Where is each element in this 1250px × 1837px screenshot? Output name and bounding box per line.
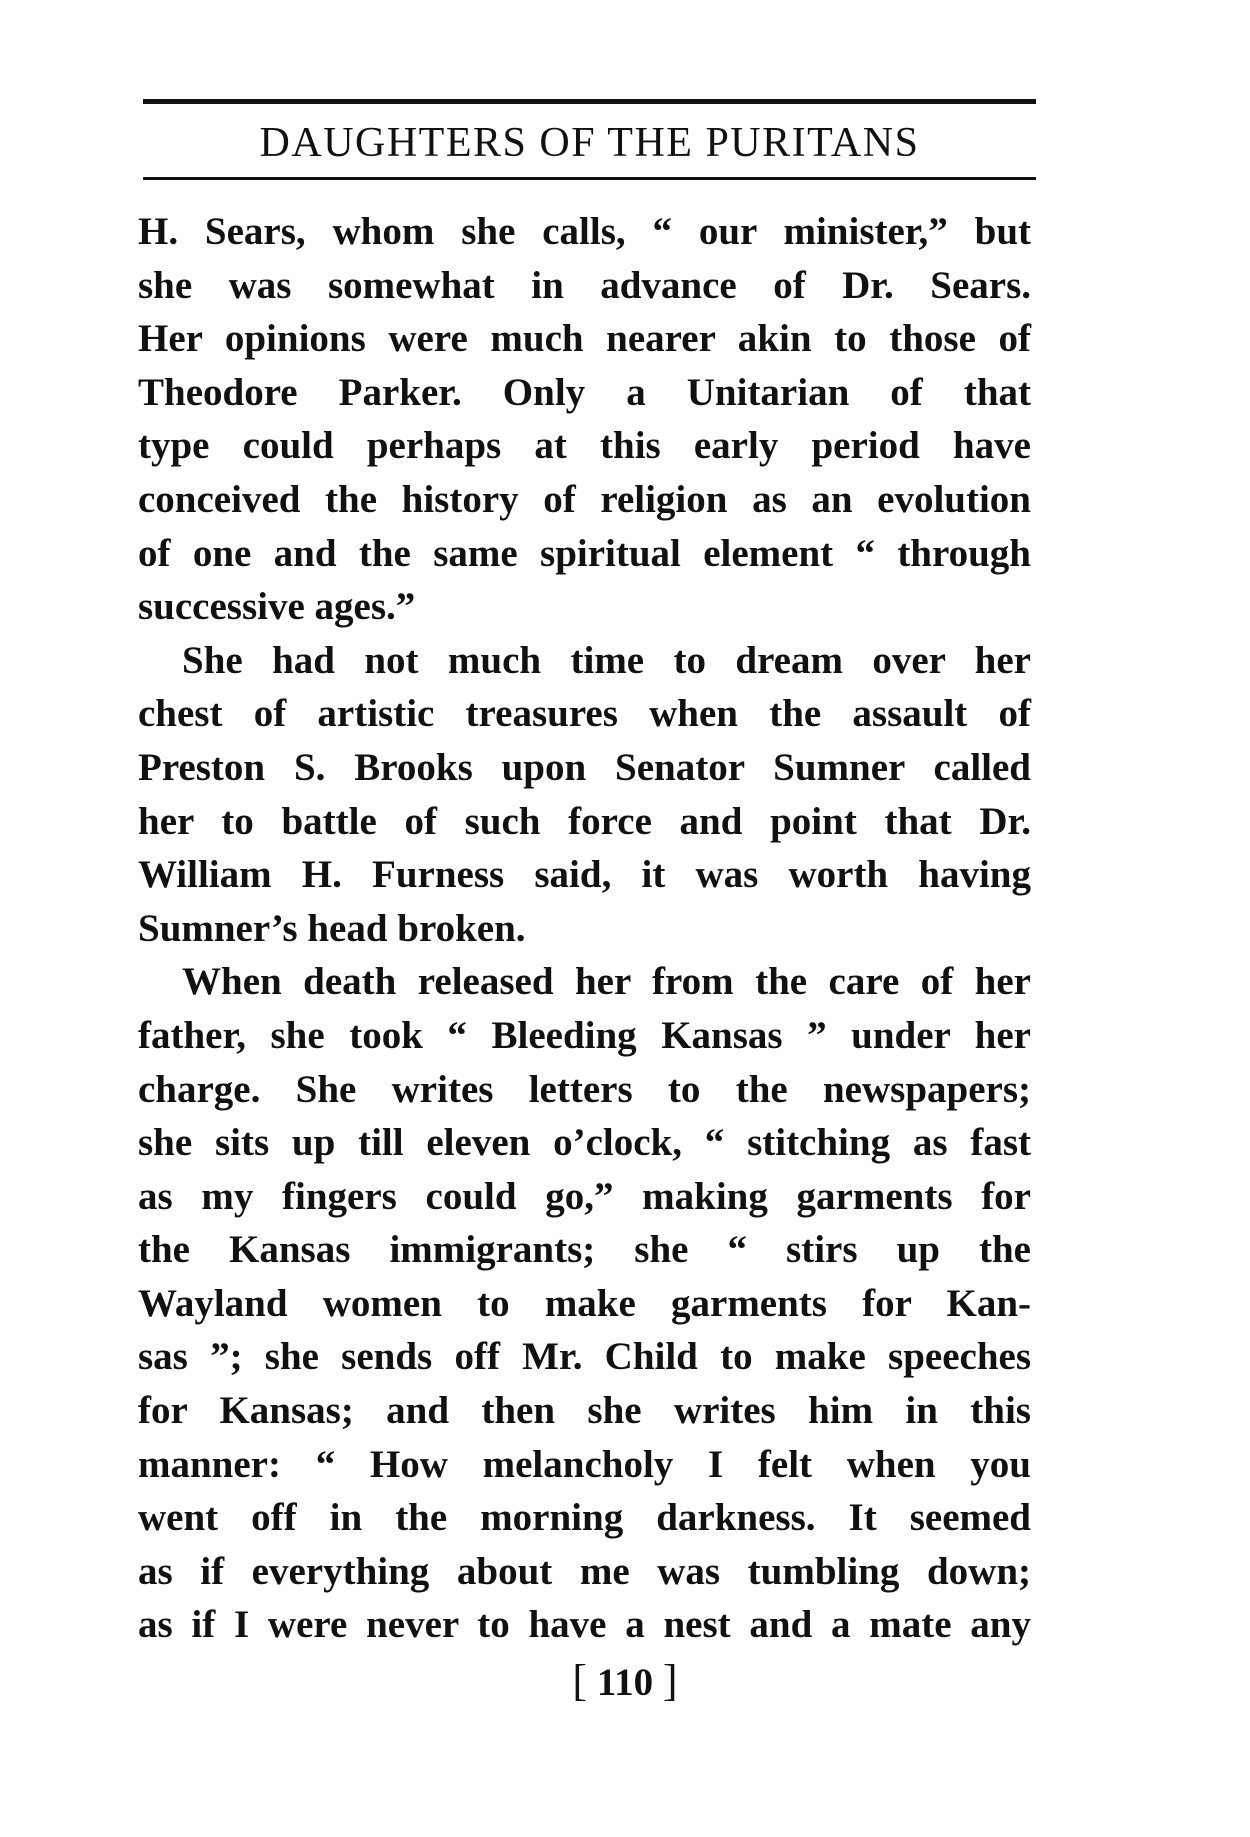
paragraph bbox=[138, 955, 1031, 1652]
page-number-value: 110 bbox=[596, 1661, 654, 1704]
text-line: charge. She writes letters to the newspapers; bbox=[138, 1067, 1031, 1111]
text-line: Sumner’s head broken. bbox=[138, 906, 526, 950]
text-line: Theodore Parker. Only a Unitarian of that bbox=[138, 370, 1031, 414]
text-line: manner: “ How melancholy I felt when you bbox=[138, 1442, 1031, 1486]
text-line: father, she took “ Bleeding Kansas ” under her bbox=[138, 1013, 1031, 1057]
text-line: as if I were never to have a nest and a mate any bbox=[138, 1603, 1031, 1647]
text-line: Preston S. Brooks upon Senator Sumner called bbox=[138, 745, 1031, 789]
text-line: conceived the history of religion as an evolution bbox=[138, 477, 1031, 521]
text-line: her to battle of such force and point that Dr. bbox=[138, 799, 1031, 843]
text-line: she was somewhat in advance of Dr. Sears. bbox=[138, 263, 1031, 307]
page-number bbox=[0, 1656, 1250, 1708]
text-line: the Kansas immigrants; she “ stirs up the bbox=[138, 1228, 1031, 1272]
header-rule-bottom bbox=[143, 177, 1036, 180]
text-line: she sits up till eleven o’clock, “ stitching as fast bbox=[138, 1121, 1031, 1165]
header-rule-top bbox=[143, 99, 1036, 104]
text-line: When death released her from the care of her bbox=[182, 960, 1031, 1004]
text-line: sas ”; she sends off Mr. Child to make speeches bbox=[138, 1335, 1031, 1379]
text-line: for Kansas; and then she writes him in this bbox=[138, 1389, 1031, 1433]
text-line: went off in the morning darkness. It seemed bbox=[138, 1496, 1031, 1540]
text-line: Her opinions were much nearer akin to those of bbox=[138, 317, 1031, 361]
page-number-close-bracket: ] bbox=[662, 1656, 678, 1705]
running-head: DAUGHTERS OF THE PURITANS bbox=[259, 120, 920, 166]
text-line: William H. Furness said, it was worth having bbox=[138, 853, 1031, 897]
text-line: type could perhaps at this early period have bbox=[138, 424, 1031, 468]
text-line: Wayland women to make garments for Kan- bbox=[138, 1281, 1031, 1325]
text-line: as my fingers could go,” making garments for bbox=[138, 1174, 1031, 1218]
text-line: as if everything about me was tumbling down; bbox=[138, 1549, 1031, 1593]
text-line: H. Sears, whom she calls, “ our minister,” but bbox=[138, 210, 1031, 253]
text-line: of one and the same spiritual element “ through bbox=[138, 531, 1031, 575]
page-number-open-bracket: [ bbox=[572, 1656, 588, 1705]
text-line: successive ages.” bbox=[138, 585, 416, 629]
paragraph bbox=[138, 634, 1031, 956]
paragraph bbox=[138, 205, 1031, 634]
text-line: She had not much time to dream over her bbox=[182, 638, 1031, 682]
body-text bbox=[138, 205, 1031, 1652]
text-line: chest of artistic treasures when the assault of bbox=[138, 692, 1031, 736]
